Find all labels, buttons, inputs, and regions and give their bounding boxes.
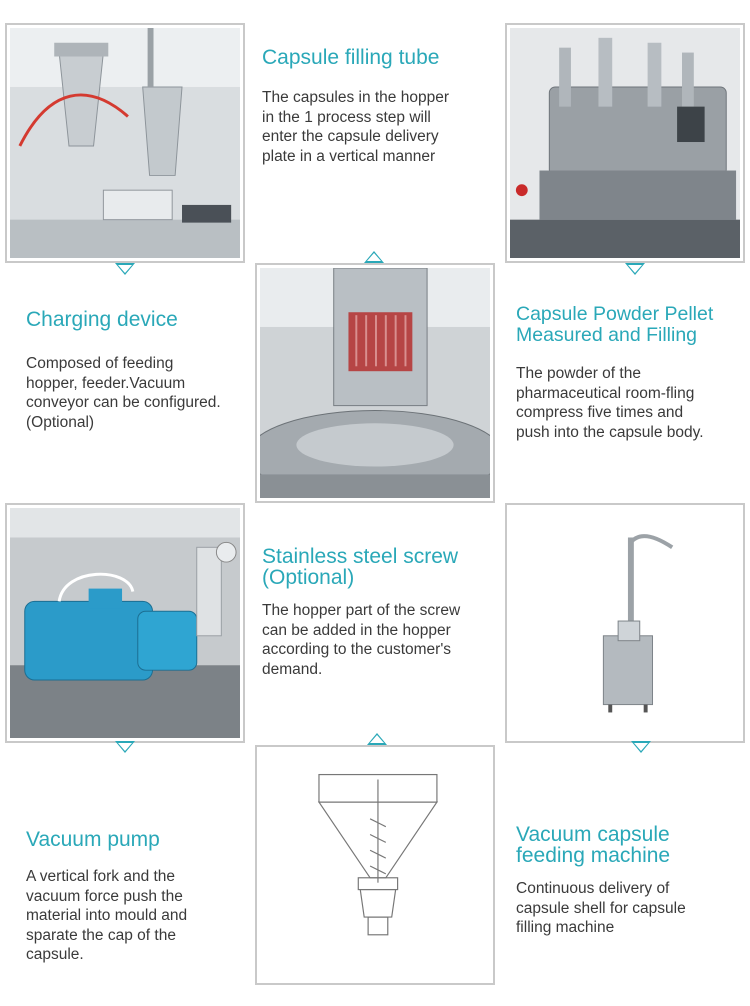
screw-hopper-drawing [255, 745, 495, 985]
stainless-screw-title: Stainless steel screw (Optional) [262, 545, 459, 589]
vacuum-pump-photo [5, 503, 245, 743]
vacuum-feeding-machine-photo [505, 503, 745, 743]
pointer-arrow-down [625, 263, 645, 275]
capsule-filling-tube-title: Capsule filling tube [262, 46, 440, 69]
powder-pellet-photo [505, 23, 745, 263]
vacuum-feeding-machine-text: Continuous delivery of capsule shell for capsule filling machine [516, 880, 686, 936]
stainless-screw-text: The hopper part of the screw can be added in the hopper according to the customer's demand. [262, 602, 461, 678]
charging-device-text: Composed of feeding hopper, feeder.Vacuum conveyor can be configured. (Optional) [26, 355, 221, 431]
charging-device-photo [5, 23, 245, 263]
vacuum-pump-text: A vertical fork and the vacuum force push the material into mould and sparate the cap of the capsule. [26, 868, 188, 963]
powder-pellet-title: Capsule Powder Pellet Measured and Filling [516, 303, 714, 346]
pointer-arrow-up [364, 251, 384, 263]
pointer-arrow-down [115, 741, 135, 753]
pointer-arrow-down [115, 263, 135, 275]
capsule-filling-tube-text: The capsules in the hopper in the 1 process step will enter the capsule delivery plate in a vertical manner [262, 89, 449, 165]
powder-pellet-text: The powder of the pharmaceutical room-fling compress five times and push into the capsule body. [516, 365, 704, 441]
capsule-filling-tube-photo [255, 263, 495, 503]
vacuum-pump-title: Vacuum pump [26, 828, 160, 851]
charging-device-title: Charging device [26, 308, 178, 331]
vacuum-feeding-machine-title: Vacuum capsule feeding machine [516, 823, 671, 867]
pointer-arrow-down [631, 741, 651, 753]
pointer-arrow-up [367, 733, 387, 745]
